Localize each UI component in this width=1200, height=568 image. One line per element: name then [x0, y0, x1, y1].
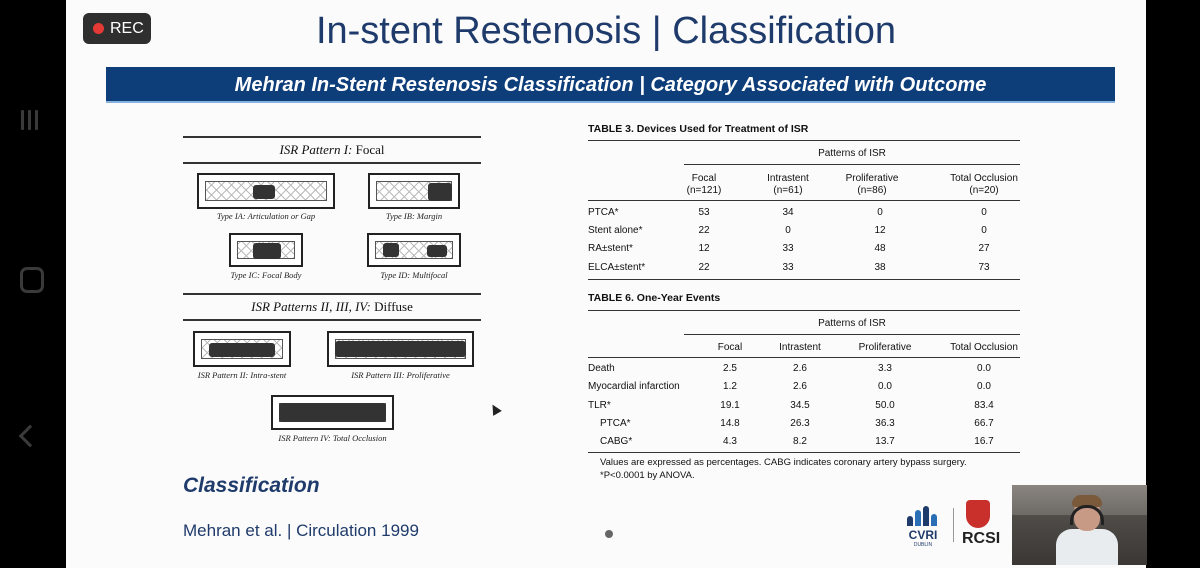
table3-cell: 73	[978, 262, 990, 273]
table3-col-n: (n=20)	[969, 185, 999, 196]
cvri-sublabel: DUBLIN	[913, 542, 933, 548]
cvri-label: CVRI	[908, 528, 938, 542]
table6-cell: 1.2	[723, 381, 737, 392]
table6-cell: 0.0	[977, 381, 991, 392]
table3-group-header: Patterns of ISR	[818, 148, 886, 159]
table6-cell: 36.3	[875, 418, 895, 429]
table3-col-n: (n=121)	[686, 185, 722, 196]
table3-row-label: PTCA*	[588, 207, 619, 218]
stent-diagram-ic	[229, 233, 303, 267]
table3-col-header: Proliferative	[845, 173, 899, 184]
citation: Mehran et al. | Circulation 1999	[183, 521, 419, 540]
table6-top-rule	[588, 310, 1020, 311]
caption-p2: ISR Pattern II: Intra-stent	[197, 370, 287, 380]
table6-cell: 19.1	[720, 400, 740, 411]
focal-heading-rule	[183, 162, 481, 164]
table3-col-header: Total Occlusion	[950, 173, 1018, 184]
table6-cell: 16.7	[974, 436, 994, 447]
webcam-video[interactable]	[1012, 485, 1147, 565]
table6-cell: 2.6	[793, 363, 807, 374]
caption-ic: Type IC: Focal Body	[230, 270, 302, 280]
rcsi-label: RCSI	[962, 530, 1001, 547]
table6-row-label: Death	[588, 363, 615, 374]
table6-cell: 0.0	[977, 363, 991, 374]
table6-cell: 26.3	[790, 418, 810, 429]
table6-cell: 2.5	[723, 363, 737, 374]
table6-cell: 83.4	[974, 400, 994, 411]
table6-row-label: Myocardial infarction	[588, 381, 680, 392]
table3-bottom-rule	[588, 279, 1020, 280]
table6-note: Values are expressed as percentages. CABG indicates coronary artery bypass surgery.	[600, 457, 967, 468]
figure-top-rule	[183, 136, 481, 138]
cvri-mark-icon	[906, 506, 940, 526]
caption-id: Type ID: Multifocal	[380, 270, 448, 280]
table3-row-label: RA±stent*	[588, 243, 633, 254]
diffuse-heading-top-rule	[183, 293, 481, 295]
table3-cell: 33	[782, 243, 794, 254]
table3-top-rule	[588, 140, 1020, 141]
table3-title: TABLE 3. Devices Used for Treatment of ISR	[588, 123, 809, 135]
table3-row-label: Stent alone*	[588, 225, 643, 236]
caption-ia: Type IA: Articulation or Gap	[216, 211, 316, 221]
table6-cell: 2.6	[793, 381, 807, 392]
table6-header-rule	[588, 357, 1020, 358]
table6-cell: 0.0	[878, 381, 892, 392]
table3-cell: 12	[874, 225, 886, 236]
table3-cell: 0	[981, 225, 987, 236]
table6-col-header: Total Occlusion	[950, 342, 1018, 353]
caption-p4: ISR Pattern IV: Total Occlusion	[278, 433, 387, 443]
table3-cell: 0	[877, 207, 883, 218]
table6-title: TABLE 6. One-Year Events	[588, 292, 721, 304]
table6-col-header: Focal	[717, 342, 743, 353]
table3-group-rule	[684, 164, 1020, 165]
stent-diagram-id	[367, 233, 461, 267]
caption-p3: ISR Pattern III: Proliferative	[351, 370, 450, 380]
stent-diagram-ia	[197, 173, 335, 209]
stent-diagram-p2	[193, 331, 291, 367]
classification-heading: Classification	[183, 474, 320, 497]
table6-cell: 34.5	[790, 400, 810, 411]
table6-col-header: Proliferative	[858, 342, 912, 353]
table6-row-label: PTCA*	[600, 418, 631, 429]
diffuse-heading: ISR Patterns II, III, IV: Diffuse	[251, 299, 413, 314]
table6-cell: 66.7	[974, 418, 994, 429]
recent-apps-icon[interactable]	[20, 108, 40, 132]
table3-header-rule	[588, 200, 1020, 201]
table6-row-label: TLR*	[588, 400, 611, 411]
table3-col-header: Focal	[691, 173, 717, 184]
stent-diagram-p3	[327, 331, 474, 367]
slide-dot	[605, 530, 613, 538]
table6-bottom-rule	[588, 452, 1020, 453]
table6-cell: 8.2	[793, 436, 807, 447]
table3-cell: 12	[698, 243, 710, 254]
slide-title: In-stent Restenosis | Classification	[315, 10, 897, 52]
slide-banner	[106, 67, 1115, 103]
home-icon[interactable]	[20, 267, 44, 293]
left-nav-bar	[0, 0, 66, 568]
right-bar	[1146, 0, 1200, 568]
stent-diagram-ib	[368, 173, 460, 209]
table3-cell: 22	[698, 225, 710, 236]
diffuse-heading-rule	[183, 319, 481, 321]
table3-cell: 34	[782, 207, 794, 218]
table3-cell: 48	[874, 243, 886, 254]
table3-cell: 27	[978, 243, 990, 254]
table3-cell: 0	[785, 225, 791, 236]
table3-cell: 38	[874, 262, 886, 273]
table6-col-header: Intrastent	[779, 342, 821, 353]
table3-cell: 0	[981, 207, 987, 218]
table3-cell: 22	[698, 262, 710, 273]
table6-cell: 4.3	[723, 436, 737, 447]
table6-cell: 3.3	[878, 363, 892, 374]
table6-cell: 13.7	[875, 436, 895, 447]
table6-cell: 50.0	[875, 400, 895, 411]
logo-divider	[953, 508, 954, 542]
table3-row-label: ELCA±stent*	[588, 262, 646, 273]
focal-heading: ISR Pattern I: Focal	[279, 142, 385, 157]
back-icon[interactable]	[19, 425, 42, 448]
rcsi-crest-icon	[966, 500, 990, 528]
table6-cell: 14.8	[720, 418, 740, 429]
stent-diagram-p4	[271, 395, 394, 430]
banner-text: Mehran In-Stent Restenosis Classification | Category Associated with Outcome	[234, 74, 987, 96]
table3-cell: 53	[698, 207, 710, 218]
cvri-logo	[906, 506, 940, 550]
table6-row-label: CABG*	[600, 436, 633, 447]
table3-cell: 33	[782, 262, 794, 273]
table3-col-header: Intrastent	[767, 173, 809, 184]
table6-group-rule	[684, 334, 1020, 335]
table3-col-n: (n=61)	[773, 185, 803, 196]
table6-group-header: Patterns of ISR	[818, 318, 886, 329]
table3-col-n: (n=86)	[857, 185, 887, 196]
record-label: REC	[110, 20, 144, 37]
table6-footnote: *P<0.0001 by ANOVA.	[600, 470, 695, 481]
caption-ib: Type IB: Margin	[385, 211, 443, 221]
